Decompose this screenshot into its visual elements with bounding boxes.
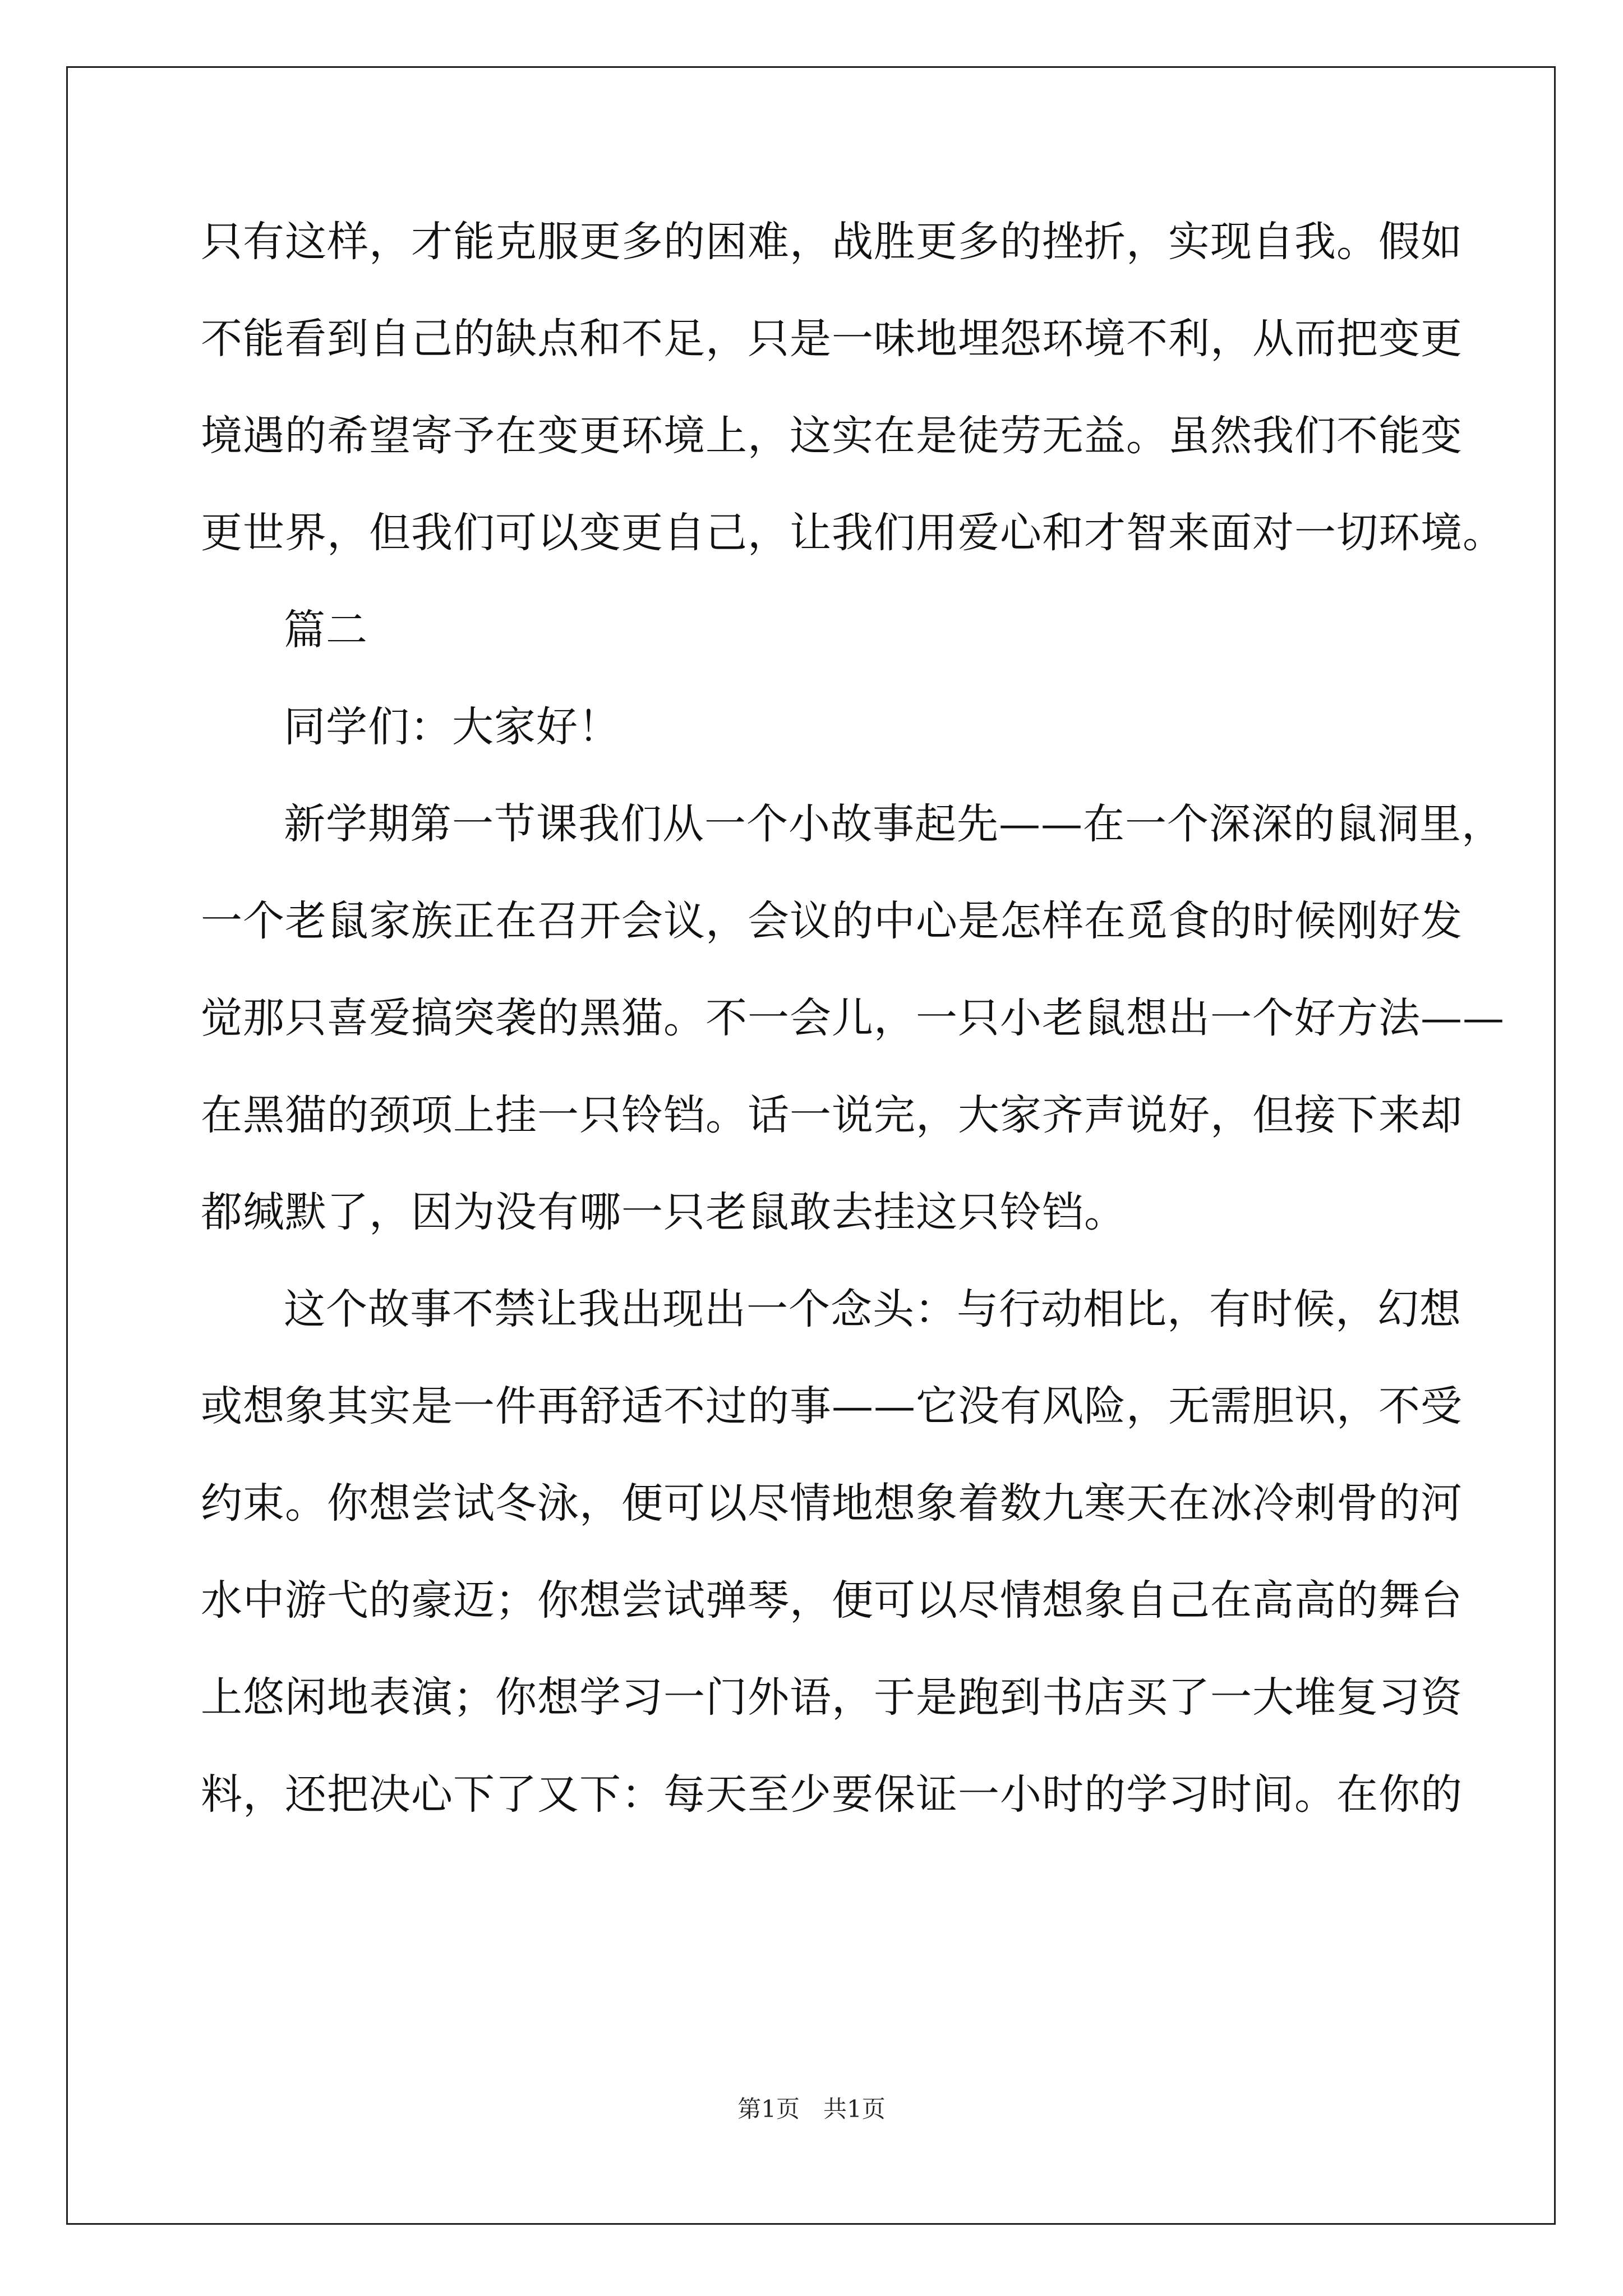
section-heading: 篇二 (284, 606, 368, 654)
text-line: 只有这样，才能克服更多的困难，战胜更多的挫折，实现自我。假如 (201, 218, 1463, 266)
text-line: 在黑猫的颈项上挂一只铃铛。话一说完，大家齐声说好，但接下来却 (201, 1091, 1463, 1139)
greeting: 同学们：大家好！ (284, 703, 620, 751)
text-line: 或想象其实是一件再舒适不过的事——它没有风险，无需胆识，不受 (201, 1382, 1463, 1430)
text-line: 境遇的希望寄予在变更环境上，这实在是徒劳无益。虽然我们不能变 (201, 412, 1463, 460)
text-line: 更世界，但我们可以变更自己，让我们用爱心和才智来面对一切环境。 (201, 509, 1505, 557)
text-line: 都缄默了，因为没有哪一只老鼠敢去挂这只铃铛。 (201, 1188, 1126, 1236)
text-line: 料，还把决心下了又下：每天至少要保证一小时的学习时间。在你的 (201, 1770, 1463, 1819)
text-line: 不能看到自己的缺点和不足，只是一味地埋怨环境不利，从而把变更 (201, 315, 1463, 363)
text-line: 水中游弋的豪迈；你想尝试弹琴，便可以尽情想象自己在高高的舞台 (201, 1576, 1463, 1625)
text-line: 觉那只喜爱搞突袭的黑猫。不一会儿，一只小老鼠想出一个好方法—— (201, 994, 1505, 1042)
text-line: 一个老鼠家族正在召开会议，会议的中心是怎样在觅食的时候刚好发 (201, 897, 1463, 945)
text-line: 新学期第一节课我们从一个小故事起先——在一个深深的鼠洞里， (284, 800, 1504, 848)
text-line: 约束。你想尝试冬泳，便可以尽情地想象着数九寒天在冰冷刺骨的河 (201, 1479, 1463, 1527)
page-number-footer: 第1页 共1页 (737, 2095, 886, 2123)
text-line: 上悠闲地表演；你想学习一门外语，于是跑到书店买了一大堆复习资 (201, 1673, 1463, 1722)
text-line: 这个故事不禁让我出现出一个念头：与行动相比，有时候，幻想 (284, 1285, 1461, 1333)
